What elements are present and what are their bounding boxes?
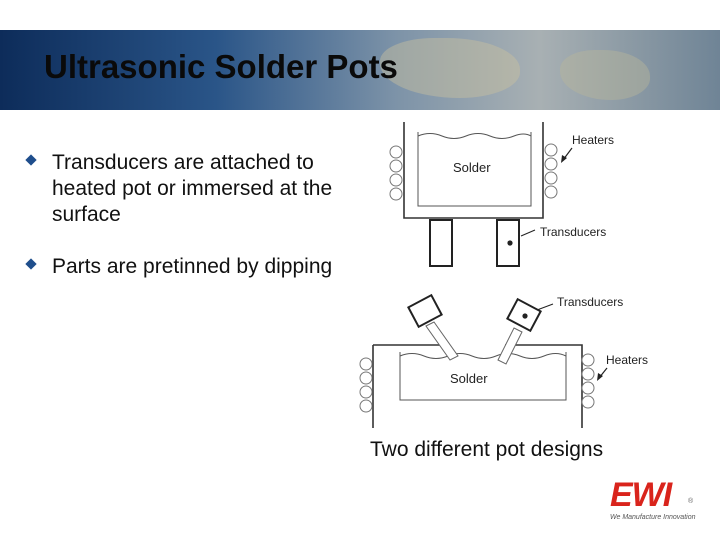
bottom-heaters-label: Heaters bbox=[606, 353, 649, 367]
transducers-arrow bbox=[521, 230, 535, 236]
transducer-block bbox=[408, 295, 441, 327]
bottom-solder-label: Solder bbox=[450, 371, 488, 386]
ewi-logo bbox=[610, 478, 706, 526]
slide-title: Ultrasonic Solder Pots bbox=[44, 48, 398, 85]
heater-coil bbox=[390, 174, 402, 186]
heater-coil bbox=[545, 172, 557, 184]
top-solder-label: Solder bbox=[453, 160, 491, 175]
transducers-arrow bbox=[537, 304, 553, 310]
heater-coil bbox=[360, 386, 372, 398]
heater-coil bbox=[545, 144, 557, 156]
ultrasonic-horn bbox=[498, 328, 522, 364]
heater-coil bbox=[390, 160, 402, 172]
heater-coil bbox=[390, 188, 402, 200]
heater-coil bbox=[360, 358, 372, 370]
logo-tagline: We Manufacture Innovation bbox=[610, 514, 696, 521]
heater-coil bbox=[582, 368, 594, 380]
bottom-pot-design bbox=[360, 295, 648, 428]
top-transducers-label: Transducers bbox=[540, 225, 607, 239]
ultrasonic-horn bbox=[426, 322, 458, 360]
heater-coil bbox=[545, 186, 557, 198]
heater-coil bbox=[582, 382, 594, 394]
top-solder-surface bbox=[418, 134, 531, 139]
bottom-transducers-label: Transducers bbox=[557, 295, 624, 309]
top-pot-design bbox=[390, 122, 614, 266]
transducer-dot bbox=[522, 313, 527, 318]
heater-coil bbox=[545, 158, 557, 170]
heater-coil bbox=[582, 354, 594, 366]
heater-coil bbox=[582, 396, 594, 408]
bottom-solder-surface bbox=[400, 354, 566, 359]
heater-coil bbox=[360, 400, 372, 412]
registered-mark: ® bbox=[688, 498, 694, 505]
diagram-caption: Two different pot designs bbox=[370, 438, 604, 461]
logo-mark: EWI bbox=[610, 476, 672, 514]
top-heaters-label: Heaters bbox=[572, 133, 615, 147]
heater-coil bbox=[390, 146, 402, 158]
bullet-text: Parts are pretinned by dipping bbox=[52, 255, 333, 278]
bullet-text: Transducers are attached to heated pot or immersed at the surface bbox=[52, 151, 333, 226]
transducer-block bbox=[430, 220, 452, 266]
transducer-dot bbox=[507, 240, 512, 245]
heater-coil bbox=[360, 372, 372, 384]
